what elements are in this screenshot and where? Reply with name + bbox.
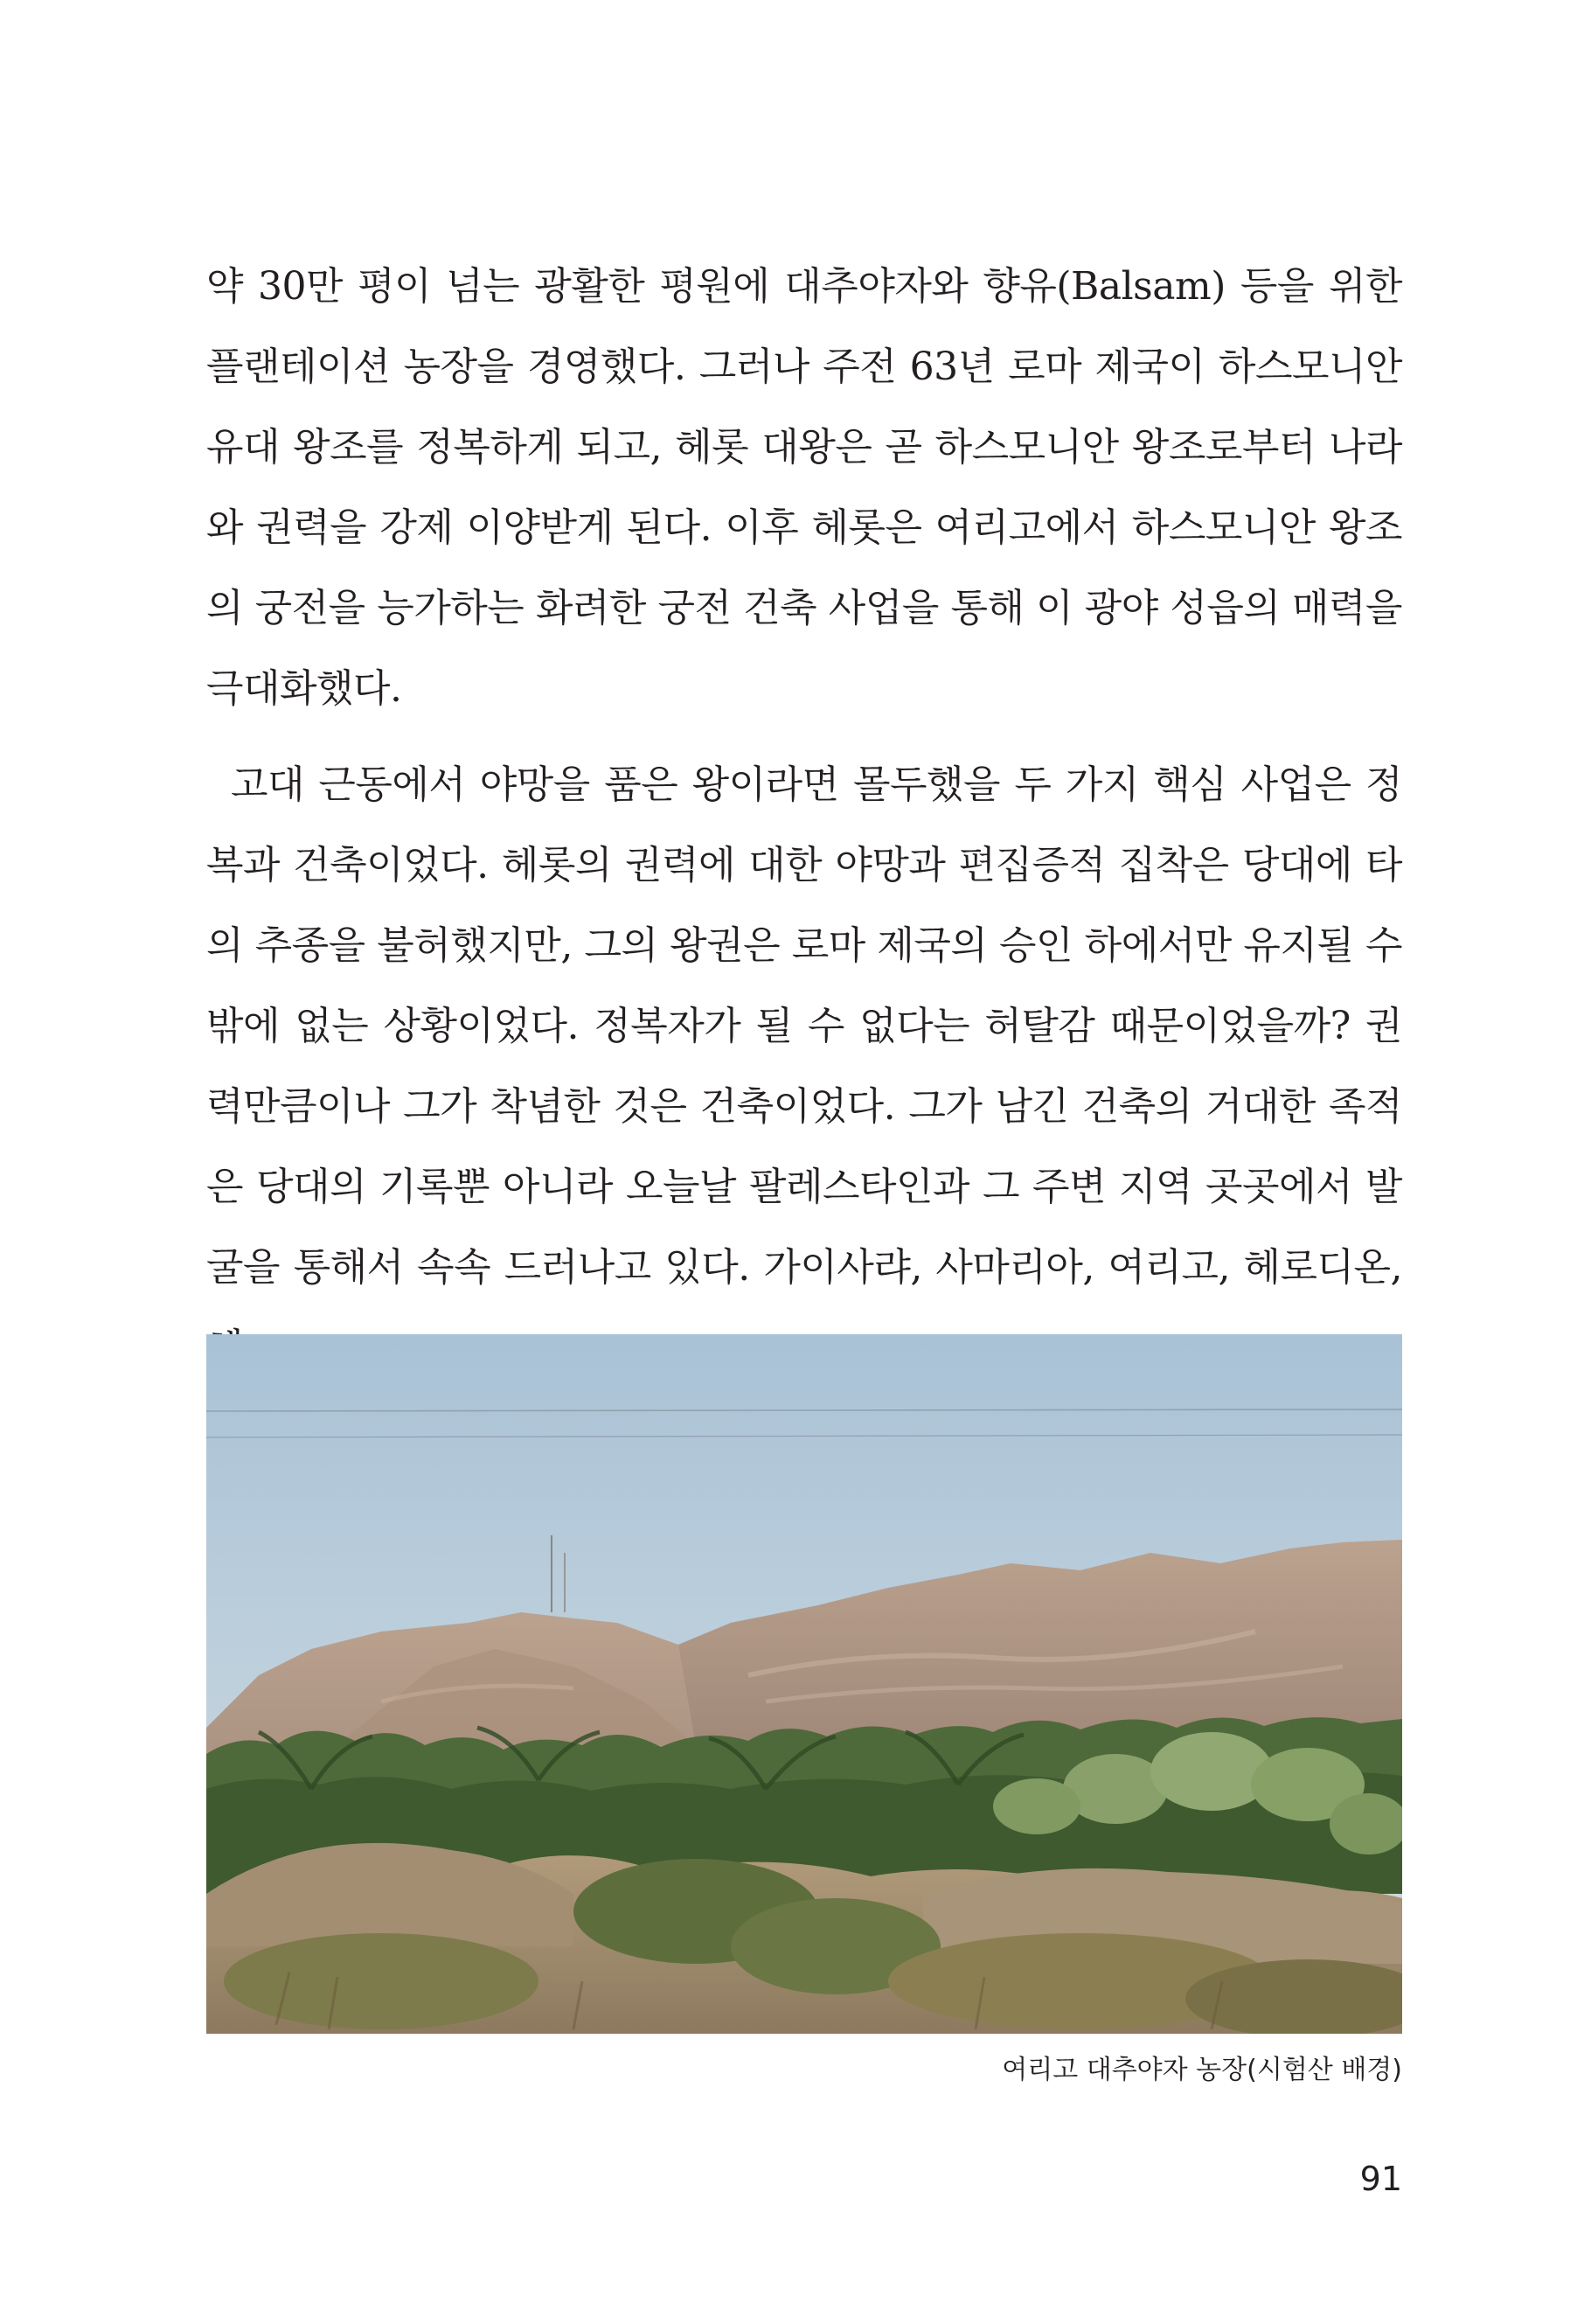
jericho-date-farm-photo [206, 1334, 1402, 2034]
body-paragraph: 약 30만 평이 넘는 광활한 평원에 대추야자와 향유(Balsam) 등을 위한 플랜테이션 농장을 경영했다. 그러나 주전 63년 로마 제국이 하스모니안 유대 왕조를 정복하게 되고, 헤롯 대왕은 곧 하스모니안 왕조로부터 나라와 권력을 강제 이양받게 된다. 이후 헤롯은 여리고에서 하스모니안 왕조의 궁전을 능가하는 화려한 궁전 건축 사업을 통해 이 광야 성읍의 매력을 극대화했다. [206, 264, 1402, 711]
page-number: 91 [1359, 2160, 1402, 2198]
body-paragraph: 고대 근동에서 야망을 품은 왕이라면 몰두했을 두 가지 핵심 사업은 정복과 건축이었다. 헤롯의 권력에 대한 야망과 편집증적 집착은 당대에 타의 추종을 불허했지만, 그의 왕권은 로마 제국의 승인 하에서만 유지될 수밖에 없는 상황이었다. 정복자가 될 수 없다는 허탈감 때문이었을까? 권력만큼이나 그가 착념한 것은 건축이었다. 그가 남긴 건축의 거대한 족적은 당대의 기록뿐 아니라 오늘날 팔레스타인과 그 주변 지역 곳곳에서 발굴을 통해서 속속 드러나고 있다. 가이사랴, 사마리아, 여리고, 헤로디온, [206, 762, 1402, 1290]
figure-caption: 여리고 대추야자 농장(시험산 배경) [1002, 2055, 1402, 2085]
